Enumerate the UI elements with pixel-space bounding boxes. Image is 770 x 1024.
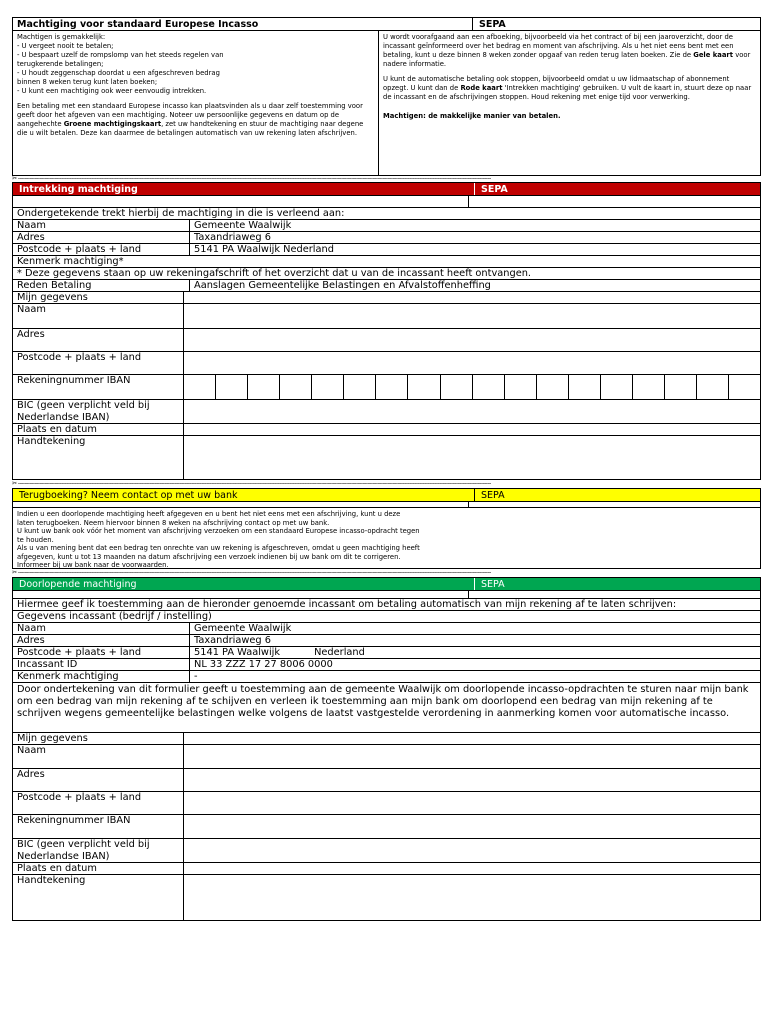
revocation-lead: Ondergetekende trekt hierbij de machtiging in die is verleend aan: (12, 208, 761, 220)
mandate-form (12, 17, 761, 921)
recurring-consent-text: Door ondertekening van dit formulier geeft u toestemming aan de gemeente Waalwijk om doorlopende incasso-opdrachten te sturen naar mijn bank om een bedrag van mijn rekening af te schijven en verleen ik toestemming aan mijn bank om doorlopend een bedrag van mijn rekening af te schrijven wegens gemeentelijke belastingen welke volgens de laatst vastgestelde verordening in aanmerking komen voor automatische incasso. (12, 683, 761, 733)
refund-text: Indien u een doorlopende machtiging heeft afgegeven en u bent het niet eens met een afschrijving, kunt u deze laten terugboeken. Neem hiervoor binnen 8 weken na afschrijving contact op met uw bank. U kunt uw bank ook vóór het moment van afschrijving verzoeken om een standaard Europese incasso-opdracht tegen te houden. Als u van mening bent dat een bedrag ten onrechte van uw rekening is afgeschreven, omdat u geen machtiging heeft afgegeven, kunt u tot 13 maanden na datum afschrijving een verzoek indienen bij uw bank om dit te corrigeren. Informeer bij uw bank naar de voorwaarden. (12, 508, 761, 569)
revocation-bic-field[interactable]: BIC (geen verplicht veld bij Nederlandse IBAN) (12, 400, 761, 424)
intro-refund-info: U wordt voorafgaand aan een afboeking, bijvoorbeeld via het contract of bij een jaaroverzicht, door de incassant geïnformeerd over het bedrag en moment van afschrijving. Als u het niet eens bent met een betaling, kunt u deze binnen 8 weken zonder opgaaf van reden terug laten boeken. Zie de Gele kaart voor nadere informatie. (383, 33, 751, 68)
revocation-sepa: SEPA (474, 183, 760, 195)
intro-right (378, 31, 760, 175)
revocation-reference-label: Kenmerk machtiging* (12, 256, 761, 268)
recurring-creditor-address: Adres Taxandriaweg 6 (12, 635, 761, 647)
revocation-postcode-field[interactable]: Postcode + plaats + land (12, 352, 761, 375)
recurring-creditor-id: Incassant ID NL 33 ZZZ 17 27 8006 0000 (12, 659, 761, 671)
recurring-address-field[interactable]: Adres (12, 769, 761, 792)
refund-sepa: SEPA (474, 489, 760, 501)
intro-left (13, 31, 378, 175)
revocation-creditor-name: Naam Gemeente Waalwijk (12, 220, 761, 232)
recurring-sepa: SEPA (474, 578, 760, 590)
recurring-creditor-heading: Gegevens incassant (bedrijf / instelling) (12, 611, 761, 623)
revocation-reason: Reden Betaling Aanslagen Gemeentelijke Belastingen en Afvalstoffenheffing (12, 280, 761, 292)
recurring-signature-field[interactable]: Handtekening (12, 875, 761, 921)
intro-stop-info: U kunt de automatische betaling ook stoppen, bijvoorbeeld omdat u uw lidmaatschap of abonnement opzegt. U kunt dan de Rode kaart 'Intrekken machtiging' gebruiken. U vult de kaart in, stuurt deze op naar de incassant en de afschrijvingen stoppen. Houd rekening met enige tijd voor verwerking. (383, 75, 752, 101)
recurring-creditor-postcode: Postcode + plaats + land 5141 PA Waalwijk Nederland (12, 647, 761, 659)
scissors-cut-line: ✂ -------------------------------------------------------------------------------------------------------------------------------------------------------------------------------------------------------------------------------------------------------------------------------------------- (12, 176, 491, 182)
scissors-cut-line: ✂ -------------------------------------------------------------------------------------------------------------------------------------------------------------------------------------------------------------------------------------------------------------------------------------------- (12, 480, 491, 487)
form-title: Machtiging voor standaard Europese Incasso (17, 19, 259, 30)
refund-title: Terugboeking? Neem contact op met uw bank (19, 490, 238, 501)
form-header (12, 17, 761, 31)
recurring-creditor-name: Naam Gemeente Waalwijk (12, 623, 761, 635)
spacer-row (12, 196, 761, 208)
intro-benefits: Machtigen is gemakkelijk: - U vergeet nooit te betalen; - U bespaart uzelf de rompslomp van het steeds regelen van terugkerende betalingen; - U houdt zeggenschap doordat u een afgeschreven bedrag binnen 8 weken terug kunt laten boeken; - U kunt een machtiging ook weer eenvoudig intrekken. (17, 33, 224, 95)
recurring-bic-field[interactable]: BIC (geen verplicht veld bij Nederlandse IBAN) (12, 839, 761, 863)
revocation-place-date-field[interactable]: Plaats en datum (12, 424, 761, 436)
recurring-lead: Hiermee geef ik toestemming aan de hieronder genoemde incassant om betaling automatisch van mijn rekening af te laten schrijven: (12, 599, 761, 611)
revocation-note: * Deze gegevens staan op uw rekeningafschrift of het overzicht dat u van de incassant heeft ontvangen. (12, 268, 761, 280)
intro-slogan: Machtigen: de makkelijke manier van betalen. (383, 112, 561, 120)
sepa-label: SEPA (472, 18, 760, 30)
recurring-iban-field[interactable]: Rekeningnummer IBAN (12, 815, 761, 839)
recurring-postcode-field[interactable]: Postcode + plaats + land (12, 792, 761, 815)
recurring-title: Doorlopende machtiging (19, 579, 137, 590)
spacer-row (12, 591, 761, 599)
revocation-address-field[interactable]: Adres (12, 329, 761, 352)
revocation-header (12, 182, 761, 196)
revocation-signature-field[interactable]: Handtekening (12, 436, 761, 480)
intro-section (12, 31, 761, 176)
revocation-creditor-postcode: Postcode + plaats + land 5141 PA Waalwijk Nederland (12, 244, 761, 256)
revocation-title: Intrekking machtiging (19, 184, 138, 195)
revocation-creditor-address: Adres Taxandriaweg 6 (12, 232, 761, 244)
recurring-my-details-heading: Mijn gegevens (12, 733, 761, 745)
revocation-name-field[interactable]: Naam (12, 304, 761, 329)
recurring-name-field[interactable]: Naam (12, 745, 761, 769)
recurring-reference: Kenmerk machtiging - (12, 671, 761, 683)
revocation-iban-field[interactable]: Rekeningnummer IBAN (12, 375, 761, 400)
revocation-my-details-heading: Mijn gegevens (12, 292, 761, 304)
recurring-header (12, 577, 761, 591)
intro-how-to: Een betaling met een standaard Europese incasso kan plaatsvinden als u daar zelf toestemming voor geeft door het afgeven van een machtiging. Noteer uw persoonlijke gegevens en datum op de aangehechte Groene machtigingskaart, zet uw handtekening en stuur de machtiging naar degene die u wilt betalen. Deze kan daarmee de betalingen automatisch van uw rekening laten afschrijven. (17, 102, 364, 137)
refund-header (12, 488, 761, 502)
scissors-cut-line: ✂ -------------------------------------------------------------------------------------------------------------------------------------------------------------------------------------------------------------------------------------------------------------------------------------------- (12, 569, 491, 576)
recurring-place-date-field[interactable]: Plaats en datum (12, 863, 761, 875)
